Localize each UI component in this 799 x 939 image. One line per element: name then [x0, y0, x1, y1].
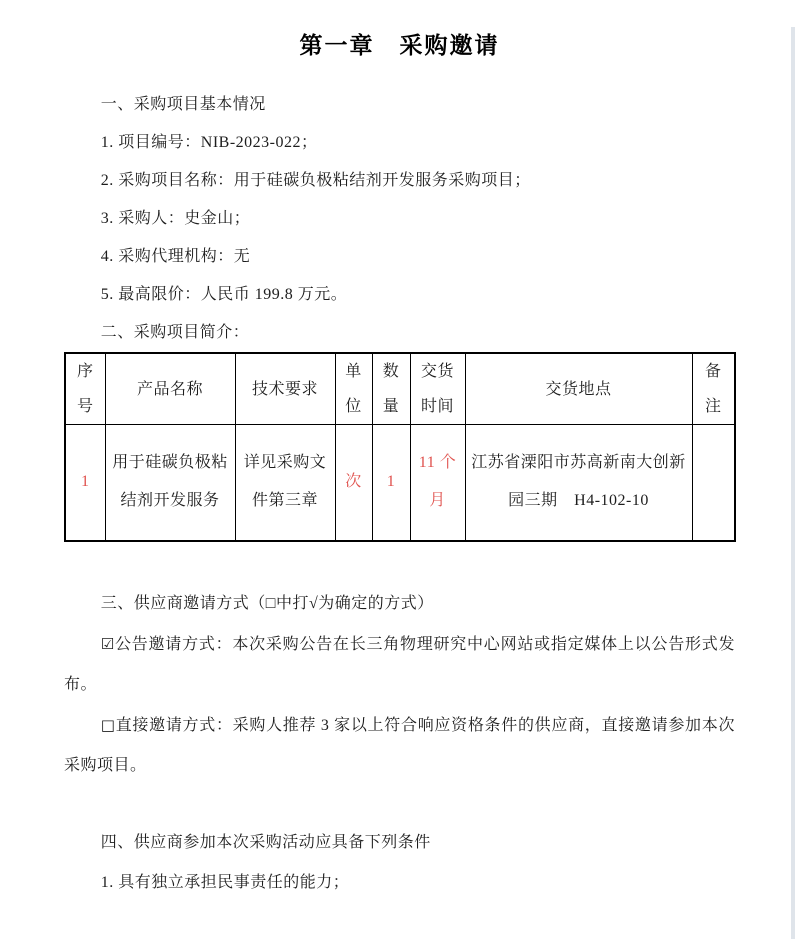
document-content	[0, 27, 799, 903]
header-seq: 序号	[65, 353, 105, 425]
basic-item-purchaser: 3. 采购人：史金山；	[100, 210, 251, 227]
table-row	[65, 425, 735, 541]
section-supplier-conditions	[64, 823, 735, 903]
section-basic-info	[64, 86, 735, 314]
header-product: 产品名称	[105, 353, 235, 425]
header-quantity: 数量	[372, 353, 410, 425]
header-delivery-time: 交货时间	[410, 353, 465, 425]
basic-item-price-limit: 5. 最高限价：人民币 199.8 万元。	[100, 286, 348, 303]
header-remark: 备注	[692, 353, 735, 425]
invite-option-public-text: 公告邀请方式：本次采购公告在长三角物理研究中心网站或指定媒体上以公告形式发布。	[64, 635, 735, 693]
section-basic-heading: 一、采购项目基本情况	[100, 96, 266, 113]
invite-option-public	[64, 624, 735, 705]
document-page	[0, 27, 799, 939]
right-edge-strip	[791, 27, 795, 939]
table-header-row	[65, 353, 735, 425]
checkbox-checked-icon: ☑	[100, 634, 115, 653]
basic-item-project-number: 1. 项目编号：NIB-2023-022；	[100, 134, 318, 151]
cell-delivery-place: 江苏省溧阳市苏高新南大创新园三期 H4-102-10	[465, 425, 692, 541]
cell-delivery-time: 11 个月	[410, 425, 465, 541]
basic-item-project-name: 2. 采购项目名称：用于硅碳负极粘结剂开发服务采购项目；	[100, 172, 531, 189]
procurement-summary-table	[64, 352, 736, 542]
basic-item-agency: 4. 采购代理机构：无	[100, 248, 251, 265]
section-conditions-heading: 四、供应商参加本次采购活动应具备下列条件	[100, 833, 431, 851]
checkbox-unchecked-icon: □	[100, 715, 116, 734]
cell-tech: 详见采购文件第三章	[235, 425, 335, 541]
section-invite-heading: 三、供应商邀请方式（□中打√为确定的方式）	[100, 594, 434, 612]
cell-product: 用于硅碳负极粘结剂开发服务	[105, 425, 235, 541]
condition-item-civil-liability: 1. 具有独立承担民事责任的能力；	[100, 873, 350, 891]
header-unit: 单位	[335, 353, 372, 425]
page-title: 第一章 采购邀请	[299, 32, 500, 58]
cell-quantity: 1	[372, 425, 410, 541]
section-intro-heading: 二、采购项目简介：	[100, 324, 250, 341]
header-tech: 技术要求	[235, 353, 335, 425]
cell-unit: 次	[335, 425, 372, 541]
cell-seq: 1	[65, 425, 105, 541]
header-delivery-place: 交货地点	[465, 353, 692, 425]
cell-remark	[692, 425, 735, 541]
section-invite-method	[64, 584, 735, 786]
invite-option-direct-text: 直接邀请方式：采购人推荐 3 家以上符合响应资格条件的供应商，直接邀请参加本次采购项目。	[64, 716, 735, 774]
invite-option-direct	[64, 705, 735, 786]
